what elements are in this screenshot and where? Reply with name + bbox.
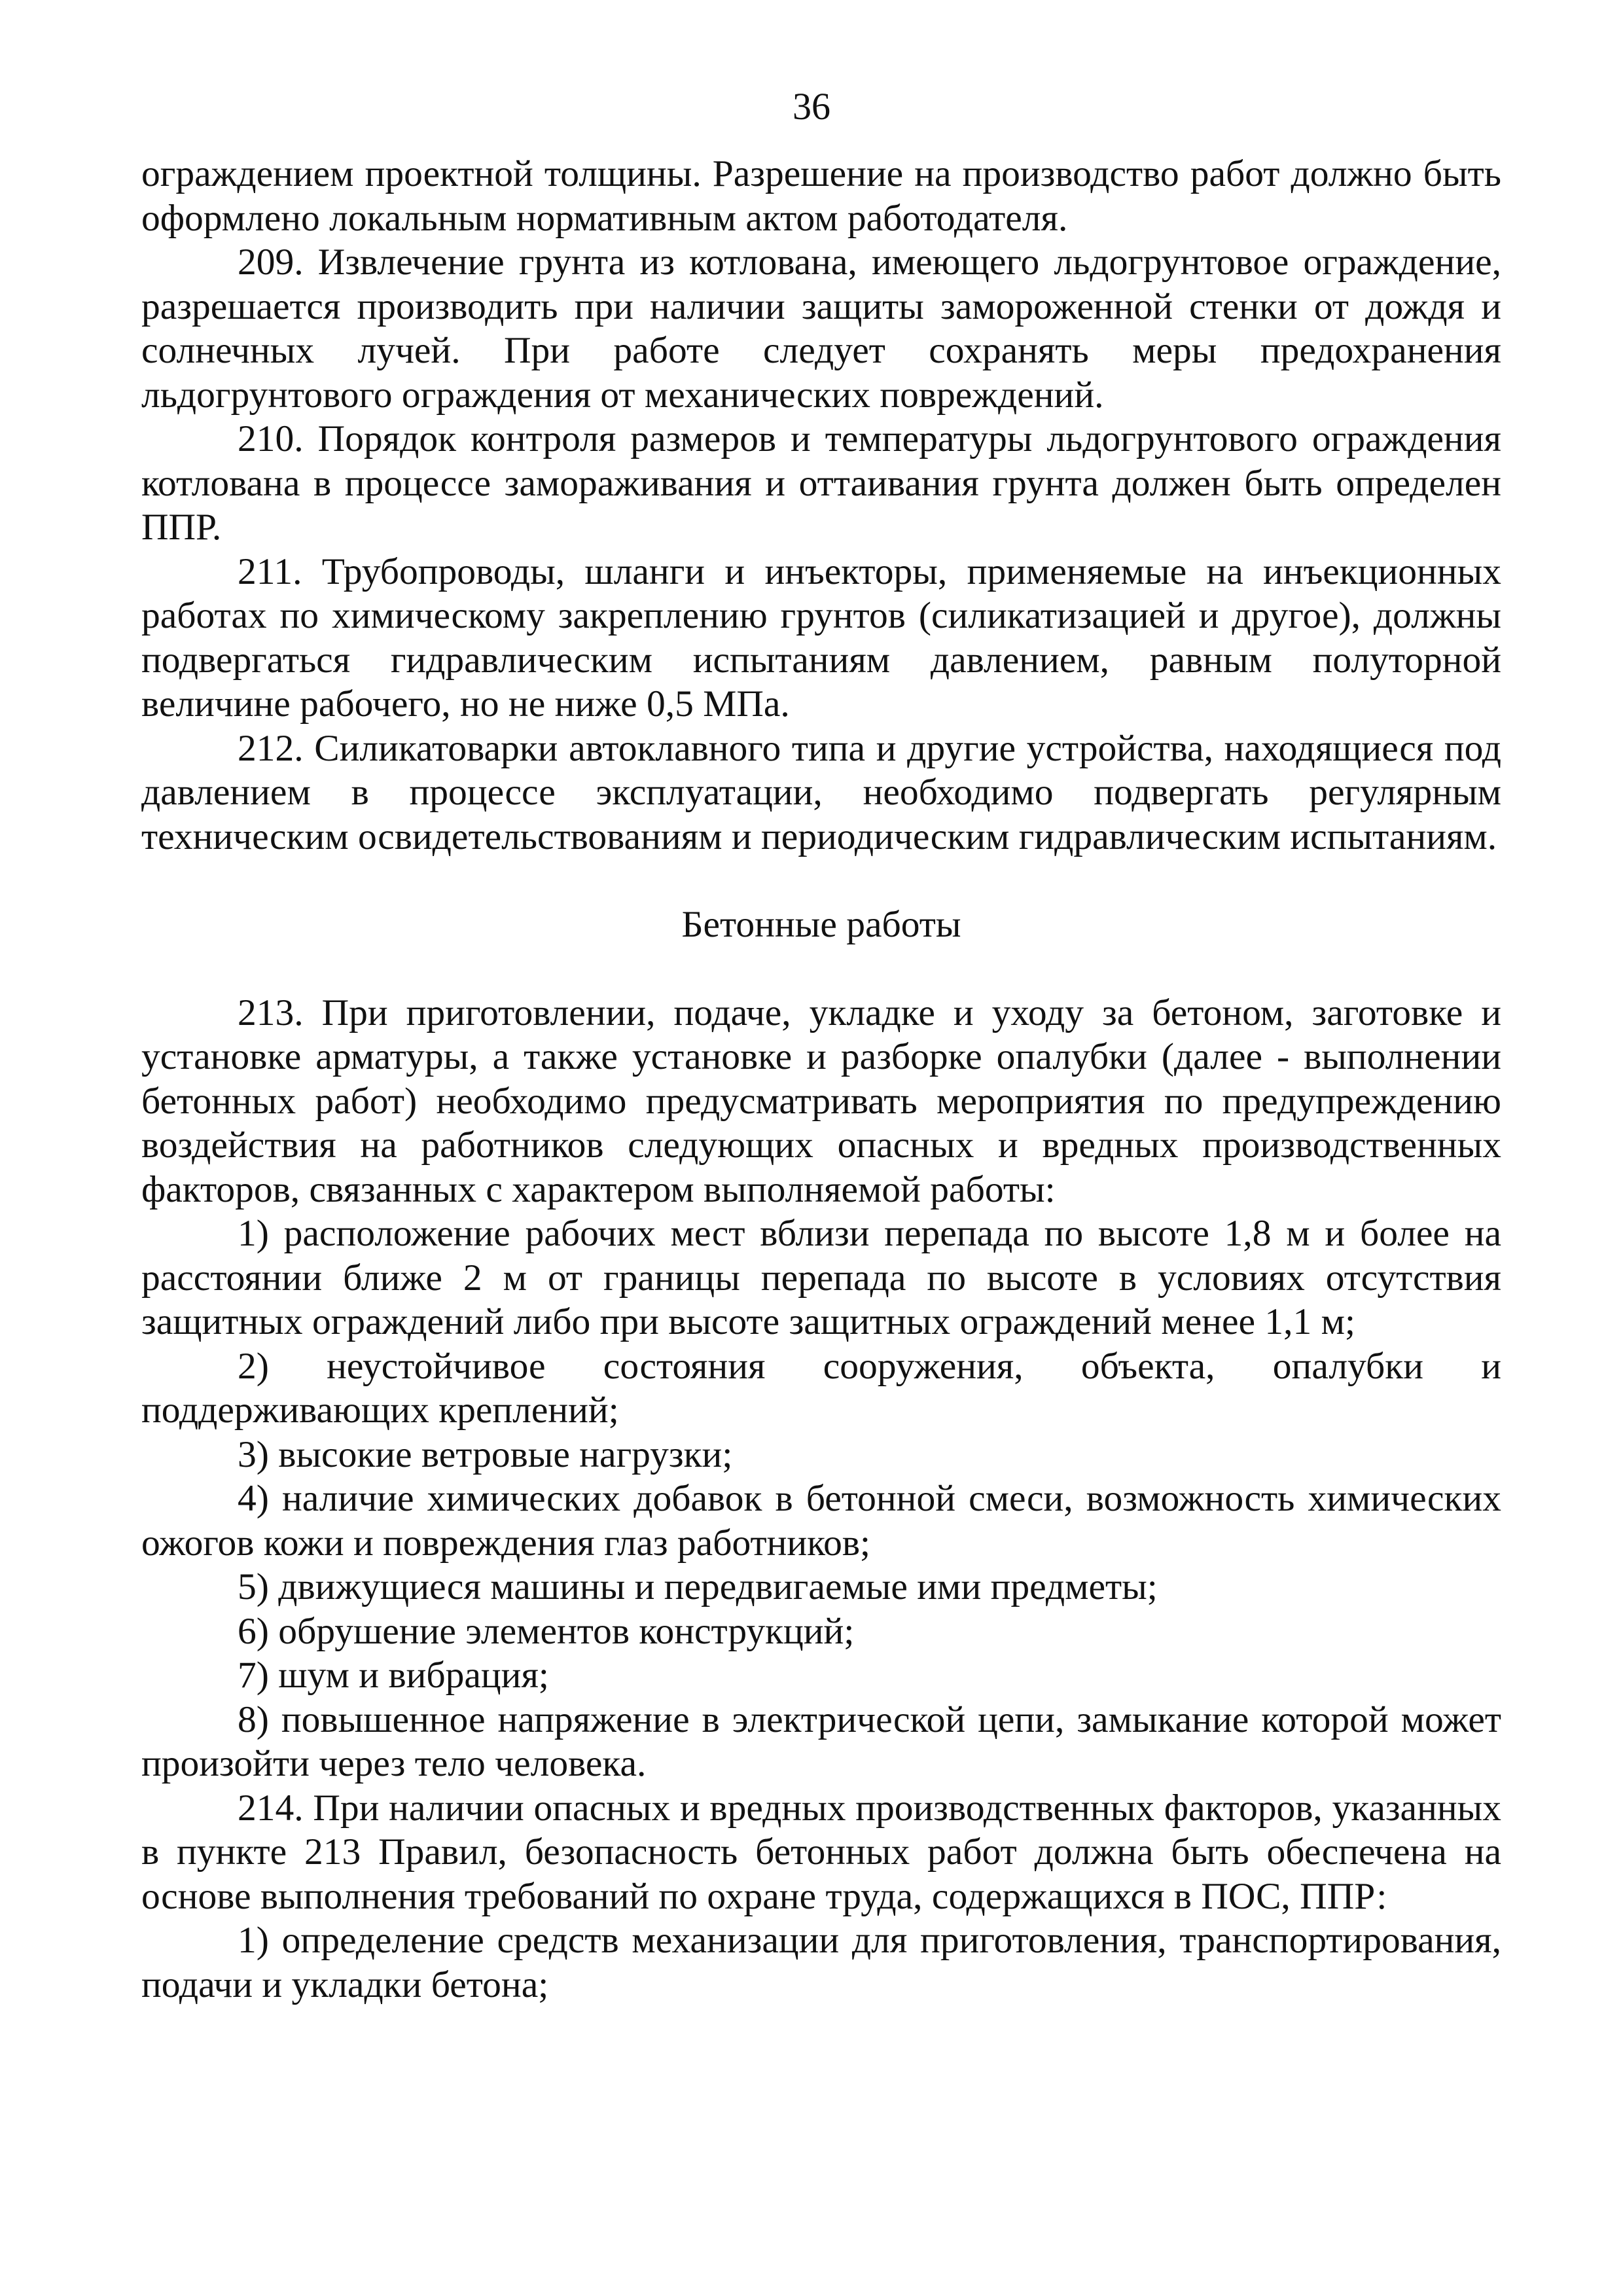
paragraph: 214. При наличии опасных и вредных производственных факторов, указанных в пункте 213 Правил, безопасность бетонных работ должна быть обеспечена на основе выполнения требований по охране труда, содержащихся в ПОС, ППР: xyxy=(141,1787,1501,1917)
paragraph: 210. Порядок контроля размеров и температуры льдогрунтового ограждения котлована в процессе замораживания и оттаивания грунта должен быть определен ППР. xyxy=(141,418,1501,548)
paragraph: 213. При приготовлении, подаче, укладке и уходу за бетоном, заготовке и установке арматуры, а также установке и разборке опалубки (далее - выполнении бетонных работ) необходимо предусматривать мероприятия по предупреждению воздействия на работников следующих опасных и вредных производственных факторов, связанных с характером выполняемой работы: xyxy=(141,992,1501,1210)
paragraph: 1) расположение рабочих мест вблизи перепада по высоте 1,8 м и более на расстоянии ближе 2 м от границы перепада по высоте в условиях отсутствия защитных ограждений либо при высоте защитных ограждений менее 1,1 м; xyxy=(141,1213,1501,1342)
document-body xyxy=(141,152,1501,2007)
paragraph: 5) движущиеся машины и передвигаемые ими предметы; xyxy=(238,1566,1158,1607)
paragraph: 6) обрушение элементов конструкций; xyxy=(238,1610,855,1652)
paragraph: 209. Извлечение грунта из котлована, имеющего льдогрунтовое ограждение, разрешается производить при наличии защиты замороженной стенки от дождя и солнечных лучей. При работе следует сохранять меры предохранения льдогрунтового ограждения от механических повреждений. xyxy=(141,242,1501,416)
paragraphs-after-heading xyxy=(141,991,1501,2007)
page-number: 36 xyxy=(793,85,830,128)
section-heading: Бетонные работы xyxy=(681,904,961,945)
paragraph: 212. Силикатоварки автоклавного типа и другие устройства, находящиеся под давлением в процессе эксплуатации, необходимо подвергать регулярным техническим освидетельствованиям и периодическим гидравлическим испытаниям. xyxy=(141,727,1501,857)
paragraph: 1) определение средств механизации для приготовления, транспортирования, подачи и укладки бетона; xyxy=(141,1920,1501,2005)
paragraph: 8) повышенное напряжение в электрической цепи, замыкание которой может произойти через тело человека. xyxy=(141,1698,1501,1784)
paragraphs-before-heading xyxy=(141,152,1501,859)
paragraph: 3) высокие ветровые нагрузки; xyxy=(238,1433,733,1475)
paragraph: 4) наличие химических добавок в бетонной смеси, возможность химических ожогов кожи и повреждения глаз работников; xyxy=(141,1478,1501,1564)
paragraph: 7) шум и вибрация; xyxy=(238,1655,549,1696)
paragraph: ограждением проектной толщины. Разрешение на производство работ должно быть оформлено локальным нормативным актом работодателя. xyxy=(141,153,1501,239)
paragraph: 2) неустойчивое состояния сооружения, объекта, опалубки и поддерживающих креплений; xyxy=(141,1345,1501,1431)
paragraph: 211. Трубопроводы, шланги и инъекторы, применяемые на инъекционных работах по химическому закреплению грунтов (силикатизацией и другое), должны подвергаться гидравлическим испытаниям давлением, равным полуторной величине рабочего, но не ниже 0,5 МПа. xyxy=(141,550,1501,725)
